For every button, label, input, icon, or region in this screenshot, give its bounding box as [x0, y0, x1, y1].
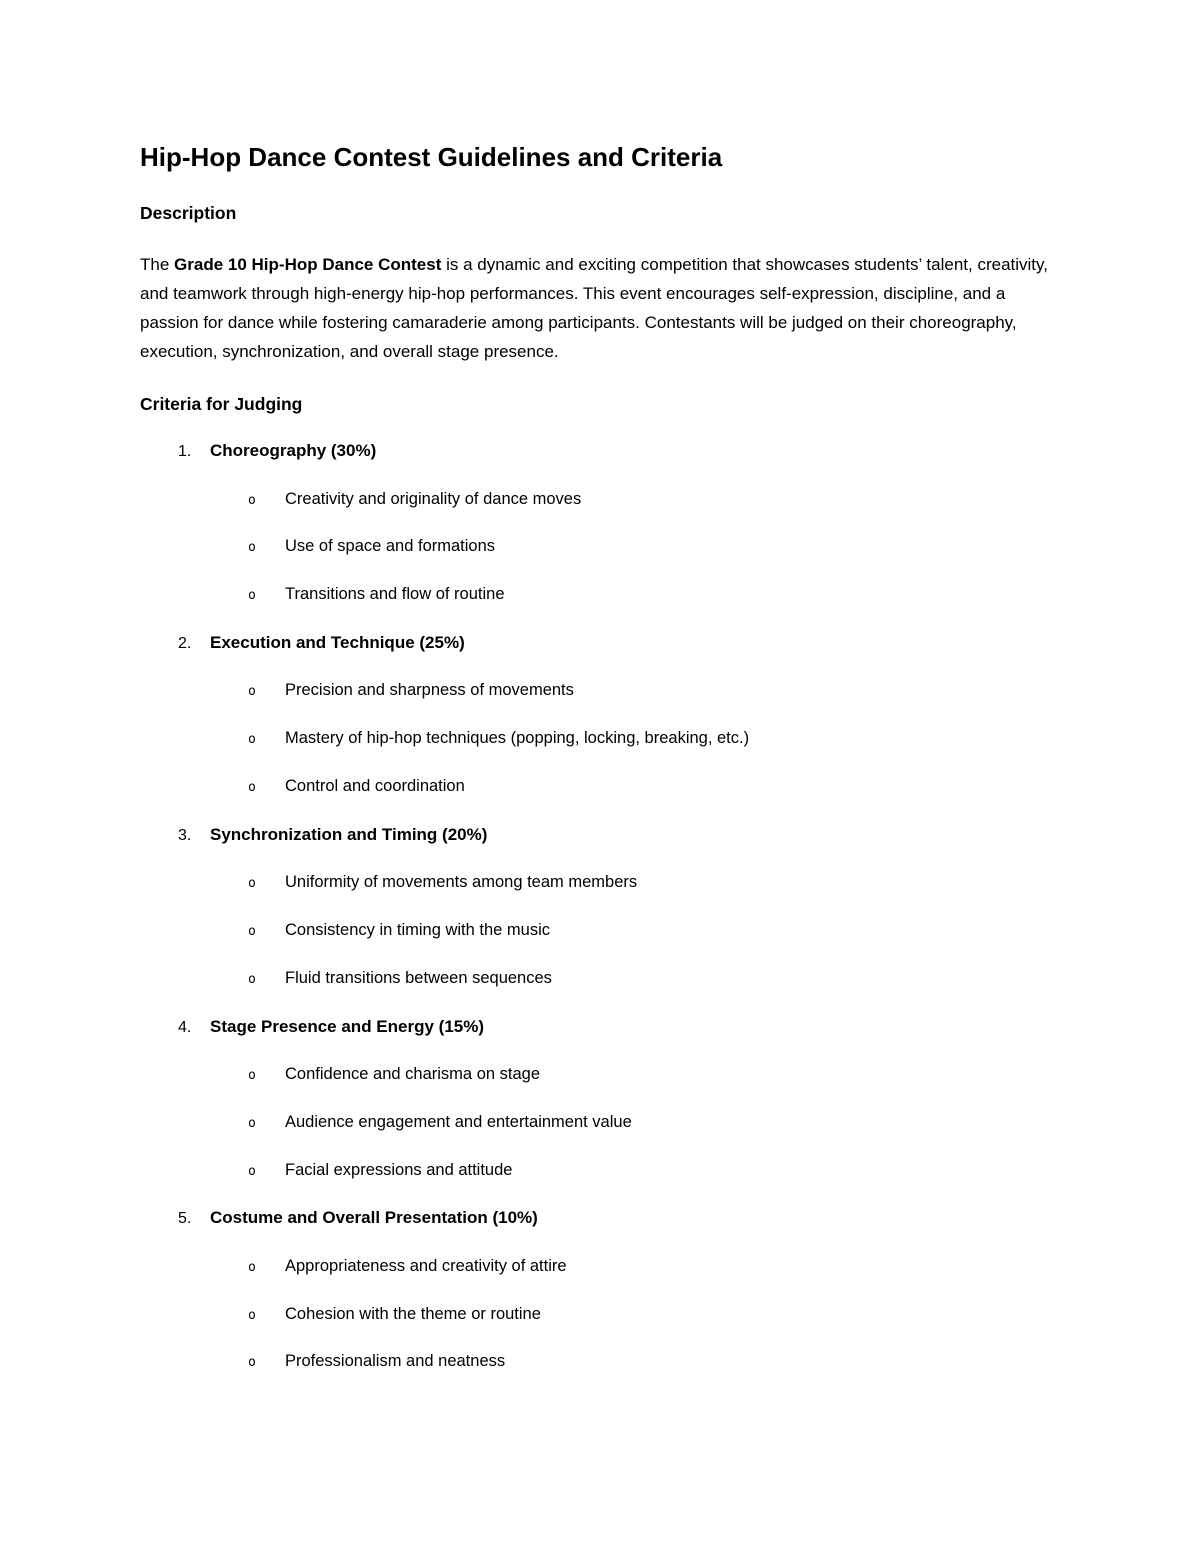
subitem-text: Uniformity of movements among team members [285, 873, 638, 892]
criteria-item-5 [140, 1208, 1055, 1228]
criteria-subitem [140, 777, 1055, 797]
description-text-rest: is a dynamic and exciting competition that showcases students’ talent, creativity, and teamwork through high-energy hip-hop performances. This event encourages self-expression, discipline, and a passion for dance while fostering camaraderie among participants. Contestants will be judged on their choreography, execution, synchronization, and overall stage presence. [140, 255, 1048, 362]
subitem-text: Confidence and charisma on stage [285, 1064, 540, 1083]
subitem-bullet: o [248, 1307, 256, 1323]
criteria-subitem [140, 585, 1055, 605]
criteria-subitem [140, 873, 1055, 893]
criteria-subitem [140, 969, 1055, 989]
subitem-text: Precision and sharpness of movements [285, 681, 574, 700]
subitem-text: Professionalism and neatness [285, 1352, 506, 1371]
subitem-text: Mastery of hip-hop techniques (popping, locking, breaking, etc.) [285, 729, 750, 748]
criteria-item-2 [140, 633, 1055, 653]
subitem-text: Cohesion with the theme or routine [285, 1304, 541, 1323]
subitem-bullet: o [248, 684, 256, 700]
item-title: Stage Presence and Energy (15%) [210, 1016, 485, 1036]
criteria-subitem [140, 921, 1055, 941]
subitem-text: Transitions and flow of routine [285, 585, 505, 604]
subitem-text: Control and coordination [285, 776, 465, 795]
item-number: 2. [178, 634, 192, 652]
criteria-subitem [140, 1352, 1055, 1372]
item-title: Synchronization and Timing (20%) [210, 824, 488, 844]
subitem-text: Creativity and originality of dance moves [285, 489, 582, 508]
subitem-bullet: o [248, 1259, 256, 1275]
description-text-prefix: The [140, 255, 175, 275]
subitem-text: Consistency in timing with the music [285, 920, 551, 939]
criteria-subitem [140, 1257, 1055, 1277]
criteria-list [140, 441, 1055, 1372]
criteria-item-1 [140, 441, 1055, 461]
item-title: Choreography (30%) [210, 441, 377, 461]
subitem-bullet: o [248, 1163, 256, 1179]
subitem-text: Use of space and formations [285, 537, 496, 556]
subitem-bullet: o [248, 1115, 256, 1131]
section-heading-description: Description [140, 203, 237, 224]
subitem-bullet: o [248, 876, 256, 892]
subitem-bullet: o [248, 971, 256, 987]
subitem-text: Appropriateness and creativity of attire [285, 1256, 567, 1275]
description-text-bold: Grade 10 Hip-Hop Dance Contest [174, 255, 442, 275]
criteria-item-4 [140, 1017, 1055, 1037]
item-number: 1. [178, 443, 192, 461]
criteria-subitem [140, 1065, 1055, 1085]
item-title: Costume and Overall Presentation (10%) [210, 1208, 538, 1228]
item-number: 4. [178, 1018, 192, 1036]
criteria-subitem [140, 1161, 1055, 1181]
criteria-subitem [140, 537, 1055, 557]
subitem-text: Audience engagement and entertainment value [285, 1112, 632, 1131]
item-title: Execution and Technique (25%) [210, 632, 465, 652]
subitem-bullet: o [248, 1355, 256, 1371]
description-paragraph [140, 250, 1055, 366]
subitem-bullet: o [248, 732, 256, 748]
subitem-text: Facial expressions and attitude [285, 1160, 513, 1179]
document-title: Hip-Hop Dance Contest Guidelines and Criteria [140, 142, 723, 172]
item-number: 5. [178, 1210, 192, 1228]
subitem-text: Fluid transitions between sequences [285, 968, 552, 987]
criteria-subitem [140, 1305, 1055, 1325]
criteria-subitem [140, 729, 1055, 749]
subitem-bullet: o [248, 492, 256, 508]
subitem-bullet: o [248, 779, 256, 795]
item-number: 3. [178, 826, 192, 844]
subitem-bullet: o [248, 1067, 256, 1083]
subitem-bullet: o [248, 923, 256, 939]
subitem-bullet: o [248, 588, 256, 604]
subitem-bullet: o [248, 540, 256, 556]
criteria-subitem [140, 681, 1055, 701]
section-heading-criteria: Criteria for Judging [140, 394, 303, 415]
criteria-subitem [140, 490, 1055, 510]
criteria-item-3 [140, 825, 1055, 845]
criteria-subitem [140, 1113, 1055, 1133]
